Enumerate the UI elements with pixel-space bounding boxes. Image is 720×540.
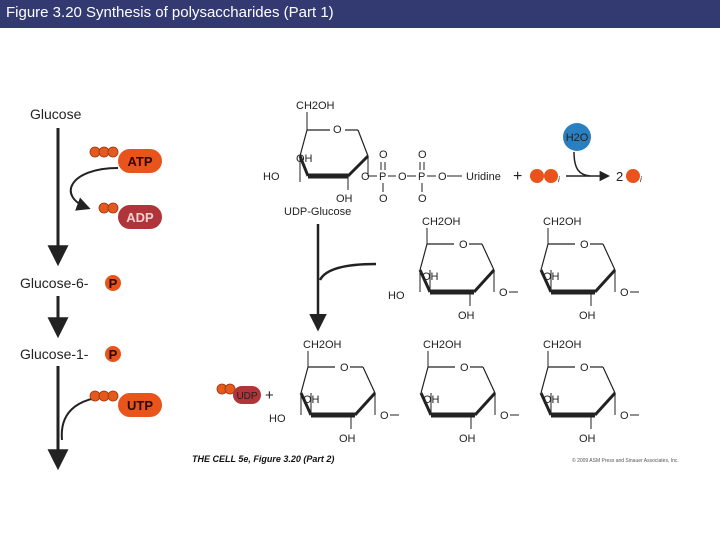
ring-oxygen: O: [340, 362, 349, 374]
ring-oh-c3: OH: [422, 271, 439, 283]
udp-glucose-structure: [263, 100, 501, 218]
phosphate-1-label: P: [108, 347, 118, 362]
reaction-plus: +: [513, 168, 523, 185]
glucose-label: Glucose: [30, 106, 82, 122]
ring-ch2oh: CH2OH: [303, 339, 342, 351]
udp-glucose-ring-o: O: [333, 124, 342, 136]
udp-glucose-oh-upper: OH: [296, 153, 313, 165]
ring-oh-c3: OH: [543, 271, 560, 283]
udp-glucose-link-o1: O: [361, 171, 370, 183]
udp-glucose-p2-o-bottom: O: [418, 193, 427, 205]
glucose-ring-2: [541, 216, 639, 322]
udp-plus: +: [265, 387, 274, 404]
ring-oxygen: O: [580, 239, 589, 251]
adp-label: ADP: [126, 210, 154, 225]
udp-glucose-ho: HO: [263, 171, 280, 183]
ring-oh-c2: OH: [579, 310, 596, 322]
uridine-label: Uridine: [466, 171, 501, 183]
ppi-circle-2: [544, 169, 558, 183]
ring-ch2oh: CH2OH: [423, 339, 462, 351]
udp-product: [217, 384, 274, 404]
ring-glycosidic-o: O: [620, 410, 629, 422]
ring-ch2oh: CH2OH: [543, 216, 582, 228]
glucose-ring-4: [421, 339, 519, 445]
ring-glycosidic-o: O: [380, 410, 389, 422]
ring-oh-c3: OH: [423, 394, 440, 406]
glucose-1-phosphate-label: Glucose-1-: [20, 346, 89, 362]
ring-oh-c2: OH: [459, 433, 476, 445]
udp-glucose-link-o3: O: [438, 171, 447, 183]
udp-glucose-p2-o-top: O: [418, 149, 427, 161]
udp-glucose-link-o2: O: [398, 171, 407, 183]
utp-molecule: [90, 391, 162, 417]
udp-glucose-label: UDP-Glucose: [284, 206, 352, 218]
ppi-subscript: i: [558, 175, 560, 184]
glucose-rings: [269, 216, 639, 445]
ring-oh-c2: OH: [339, 433, 356, 445]
atp-label: ATP: [127, 154, 153, 169]
figure-caption: THE CELL 5e, Figure 3.20 (Part 2): [192, 454, 335, 464]
ring-oh-c3: OH: [303, 394, 320, 406]
pyrophosphate-hydrolysis: [513, 123, 642, 185]
ring-oxygen: O: [460, 362, 469, 374]
udp-glucose-ch2oh: CH2OH: [296, 100, 335, 112]
udp-glucose-p1-o-bottom: O: [379, 193, 388, 205]
utp-curved-arrow: [62, 396, 118, 440]
glucose-ring-1: [388, 216, 518, 322]
ppi-circle-1: [530, 169, 544, 183]
h2o-label: H2O: [565, 132, 589, 144]
pi-subscript: i: [640, 175, 642, 184]
atp-adp-curved-arrow: [71, 168, 118, 208]
ring-oh-c2: OH: [579, 433, 596, 445]
polysaccharide-synthesis-diagram: [0, 28, 720, 540]
udp-glucose-p1: P: [379, 171, 387, 183]
title-bar: [0, 0, 720, 28]
adp-molecule: [99, 203, 162, 229]
ring-oh-c3: OH: [543, 394, 560, 406]
udp-label: UDP: [236, 391, 258, 402]
ring-ch2oh: CH2OH: [422, 216, 461, 228]
glucose-ring-5: [541, 339, 639, 445]
copyright-notice: © 2009 ASM Press and Sinauer Associates, Inc.: [572, 458, 679, 464]
ring-glycosidic-o: O: [620, 287, 629, 299]
water-input-curve: [574, 152, 590, 176]
ring-glycosidic-o: O: [500, 410, 509, 422]
udp-glucose-oh-lower: OH: [336, 193, 353, 205]
chain-elongation-arrow: [318, 224, 376, 328]
phosphate-6-label: P: [108, 276, 118, 291]
page-title: Figure 3.20 Synthesis of polysaccharides (Part 1): [6, 4, 334, 21]
ring-ch2oh: CH2OH: [543, 339, 582, 351]
ring-ho: HO: [388, 290, 405, 302]
utp-label: UTP: [127, 398, 153, 413]
glucose-6-phosphate-label: Glucose-6-: [20, 275, 89, 291]
ring-ho: HO: [269, 413, 286, 425]
activation-pathway: [20, 106, 162, 466]
ring-oxygen: O: [459, 239, 468, 251]
pi-coefficient: 2: [616, 169, 624, 184]
glucose-ring-3: [269, 339, 399, 445]
udp-glucose-p1-o-top: O: [379, 149, 388, 161]
ring-oh-c2: OH: [458, 310, 475, 322]
udp-glucose-p2: P: [418, 171, 426, 183]
pi-circle: [626, 169, 640, 183]
ring-glycosidic-o: O: [499, 287, 508, 299]
ring-oxygen: O: [580, 362, 589, 374]
